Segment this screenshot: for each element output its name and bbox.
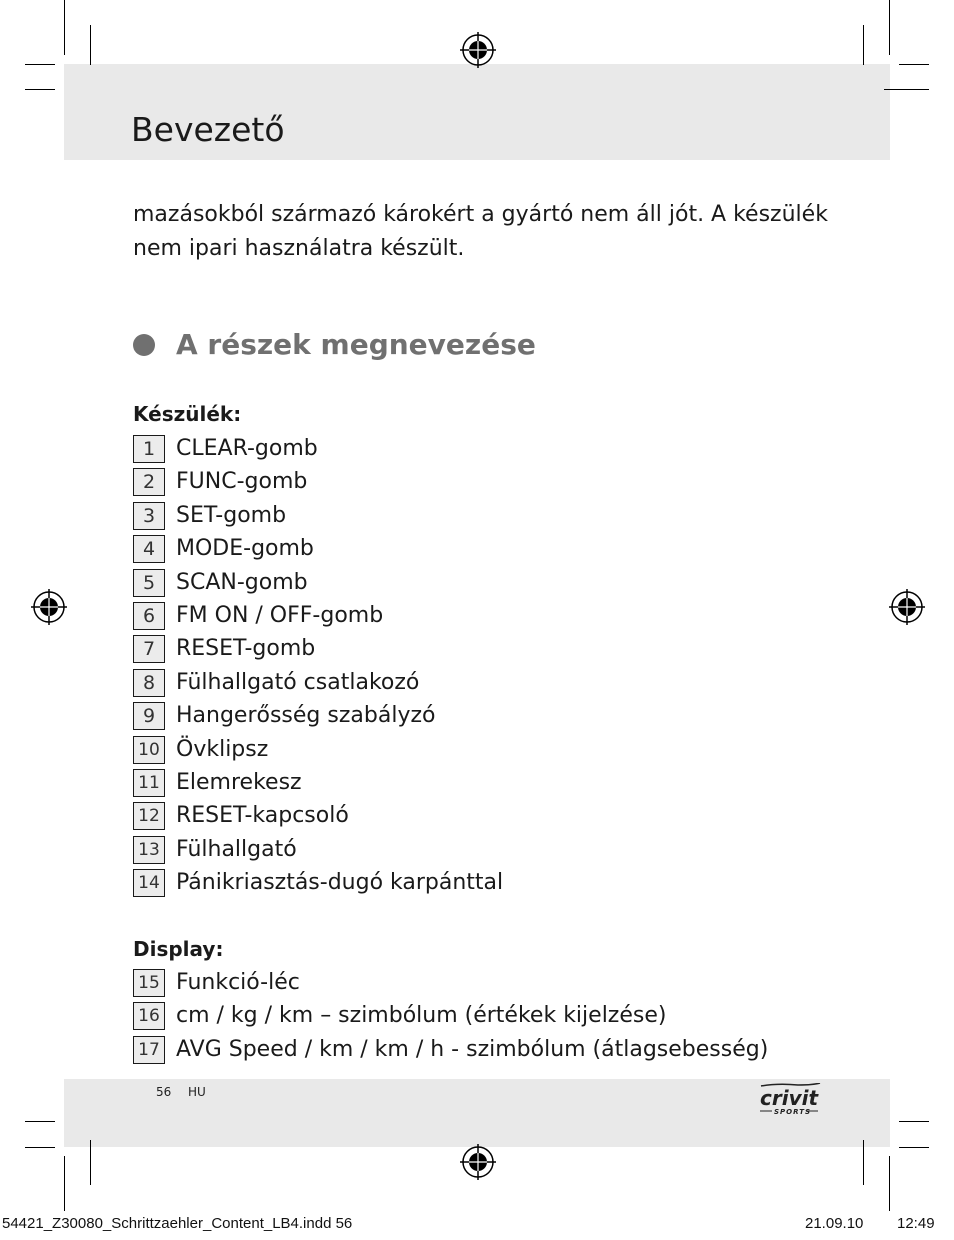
part-label: RESET-gomb <box>176 636 316 662</box>
part-number-box: 8 <box>133 669 165 697</box>
intro-paragraph <box>133 198 833 266</box>
part-label: SET-gomb <box>176 502 287 528</box>
part-label: Övklipsz <box>176 736 269 762</box>
part-number-box: 7 <box>133 635 165 663</box>
section-heading: A részek megnevezése <box>176 328 536 361</box>
part-label: RESET-kapcsoló <box>176 803 349 829</box>
part-number-box: 4 <box>133 535 165 563</box>
part-label: Pánikriasztás-dugó karpánttal <box>176 870 504 896</box>
intro-line: mazásokból származó károkért a gyártó nem áll jót. A készülék <box>133 202 828 227</box>
part-number-box: 14 <box>133 869 165 897</box>
slug-date: 21.09.10 <box>805 1215 864 1232</box>
part-number-box: 17 <box>133 1036 165 1064</box>
page-title: Bevezető <box>131 110 285 149</box>
slug-file: 54421_Z30080_Schrittzaehler_Content_LB4.indd 56 <box>2 1215 353 1232</box>
part-number-box: 16 <box>133 1002 165 1030</box>
part-label: FUNC-gomb <box>176 469 308 495</box>
part-label: CLEAR-gomb <box>176 436 318 461</box>
registration-mark-icon <box>458 30 498 70</box>
intro-line: nem ipari használatra készült. <box>133 236 465 261</box>
part-label: MODE-gomb <box>176 536 314 562</box>
part-label: AVG Speed / km / km / h - szimbólum (átlagsebesség) <box>176 1036 769 1062</box>
crivit-sports-logo <box>758 1083 824 1119</box>
part-number-box: 12 <box>133 802 165 830</box>
logo-text: crivit <box>760 1086 819 1110</box>
registration-mark-icon <box>29 587 69 627</box>
part-number-box: 10 <box>133 736 165 764</box>
part-number-box: 5 <box>133 569 165 597</box>
part-label: Fülhallgató <box>176 836 297 862</box>
part-label: cm / kg / km – szimbólum (értékek kijelzése) <box>176 1003 667 1029</box>
page-number: 56 <box>156 1085 172 1099</box>
part-number-box: 3 <box>133 502 165 530</box>
part-number-box: 1 <box>133 435 165 463</box>
part-label: Fülhallgató csatlakozó <box>176 669 420 695</box>
logo-subtext: SPORTS <box>774 1108 812 1116</box>
part-number-box: 15 <box>133 969 165 997</box>
part-label: Elemrekesz <box>176 769 302 795</box>
part-number-box: 13 <box>133 836 165 864</box>
registration-mark-icon <box>458 1142 498 1182</box>
language-code: HU <box>188 1085 206 1099</box>
part-number-box: 6 <box>133 602 165 630</box>
part-label: Hangerősség szabályzó <box>176 703 436 729</box>
part-number-box: 9 <box>133 702 165 730</box>
part-number-box: 2 <box>133 468 165 496</box>
registration-mark-icon <box>887 587 927 627</box>
part-label: SCAN-gomb <box>176 569 308 595</box>
part-number-box: 11 <box>133 769 165 797</box>
part-label: FM ON / OFF-gomb <box>176 602 384 628</box>
display-heading: Display: <box>133 937 224 961</box>
slug-time: 12:49 <box>897 1215 935 1232</box>
section-bullet-icon <box>133 334 155 356</box>
part-label: Funkció-léc <box>176 970 300 995</box>
device-heading: Készülék: <box>133 402 242 426</box>
